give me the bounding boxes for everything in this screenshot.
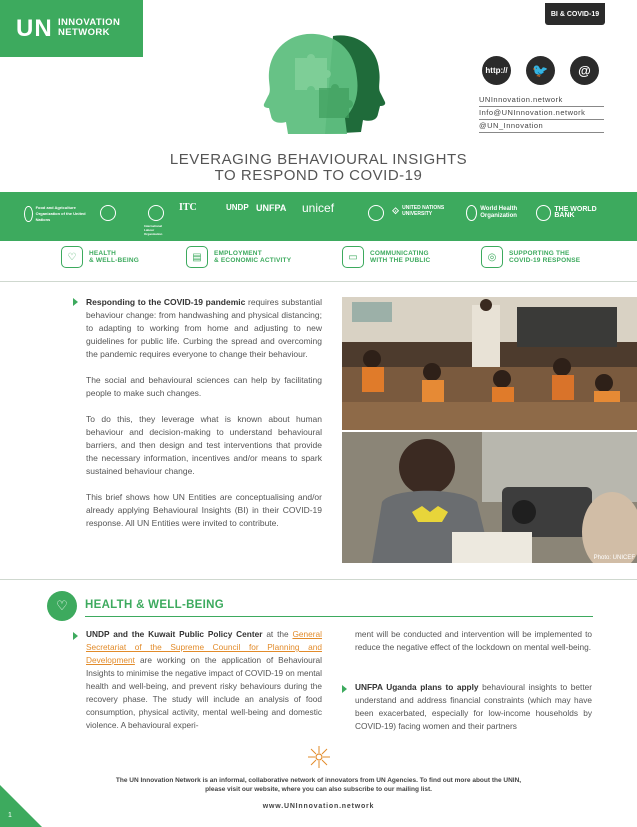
footer-text: The UN Innovation Network is an informal, collaborative network of innovators from UN Agencies. To find out more about the UNIN, please visit our website, where you can also subscribe to our mailing list.: [115, 777, 522, 793]
bullet-arrow-icon: [73, 298, 78, 306]
world-bank-icon: [536, 205, 551, 221]
child-writing-photo: [342, 432, 637, 563]
partner-who: World Health Organization: [466, 205, 530, 221]
page-number: 1: [8, 812, 12, 819]
heart-pulse-icon: ♡: [47, 591, 77, 621]
puzzle-heads-illustration: [255, 28, 395, 138]
un-innovation-logo[interactable]: [0, 0, 143, 57]
logo-un-text: UN: [16, 15, 53, 42]
speech-bubble-icon: ▭: [342, 246, 364, 268]
divider: [0, 579, 637, 580]
theme-communicating[interactable]: ▭ COMMUNICATING WITH THE PUBLIC: [342, 246, 430, 268]
partner-undp: UNDP: [226, 203, 249, 212]
web-icon[interactable]: http://: [482, 56, 511, 85]
column-right-text: ment will be conducted and intervention will be implemented to reduce the negative effect of the lockdown on mental well-being.: [355, 629, 592, 652]
twitter-icon[interactable]: 🐦: [526, 56, 555, 85]
photo-credit: Photo: UNICEF: [593, 555, 635, 561]
chart-icon: ▤: [186, 246, 208, 268]
partner-fao: Food and Agriculture Organization of the United Nations: [24, 205, 86, 223]
theme-health[interactable]: ♡ HEALTH & WELL-BEING: [61, 246, 139, 268]
classroom-photo: [342, 297, 637, 430]
general-secretariat-link[interactable]: General Secretariat of the Supreme Council for Planning and Development: [86, 629, 322, 665]
un-emblem-icon: [368, 205, 384, 221]
partner-unicef: unicef: [302, 201, 335, 215]
partner-unfpa: UNFPA: [256, 203, 287, 213]
partner-world-bank: THE WORLD BANK: [536, 205, 616, 221]
contact-email[interactable]: Info@UNInnovation.network: [479, 107, 604, 120]
partner-itc: ITC: [179, 202, 197, 213]
network-icon: [307, 745, 331, 769]
topic-badge: BI & COVID-19: [545, 3, 605, 25]
unu-logo-icon: ⟐: [392, 206, 400, 216]
email-icon[interactable]: @: [570, 56, 599, 85]
column-left-text: UNDP and the Kuwait Public Policy Center at the General Secretariat of the Supreme Council for Planning and Development are working on the application of Behavioural Insights to minimise the negative impact of COVID-19 on mental health and well-being, and prevent risky behaviours during the recovery phase. The study will include an analysis of food consumption, physical activity, mental well-being and domestic violence. A behavioural experi-: [86, 629, 322, 730]
divider: [0, 281, 637, 282]
section-rule: [85, 616, 593, 617]
footer-website-link[interactable]: www.UNInnovation.network: [262, 803, 375, 810]
who-emblem-icon: [466, 205, 477, 221]
fao-emblem-icon: [24, 206, 33, 222]
icao-emblem-icon: [100, 205, 116, 221]
theme-employment[interactable]: ▤ EMPLOYMENT & ECONOMIC ACTIVITY: [186, 246, 291, 268]
themes-row: [0, 244, 637, 274]
intro-text: Responding to the COVID-19 pandemic requires substantial behaviour change: from handwashing and physical distancing; to adapting to working from home and adjusting to new guidelines for public life. Curbing the spread and overcoming the pandemic requires everyone to change their behaviour. The social and behavioural sciences can help by facilitating people to make such changes. To do this, they leverage what is known about human behaviour and decision-making to understand behavioural barriers, and then design and test interventions that provide the necessary information, incentives and/or means to spark sustained behaviour change. This brief shows how UN Entities are conceptualising and/or already applying Behavioural Insights (BI) in their COVID-19 response. All UN Entities were invited to contribute.: [86, 297, 322, 528]
section-title: HEALTH & WELL-BEING: [85, 599, 224, 611]
bullet-arrow-icon: [342, 685, 347, 693]
lifebuoy-icon: ◎: [481, 246, 503, 268]
partner-ilo: International Labour Organization: [144, 205, 168, 236]
partners-bar: [0, 192, 637, 241]
theme-supporting[interactable]: ◎ SUPPORTING THE COVID-19 RESPONSE: [481, 246, 580, 268]
heart-pulse-icon: ♡: [61, 246, 83, 268]
ilo-emblem-icon: [148, 205, 164, 221]
column-right-text-2: UNFPA Uganda plans to apply behavioural insights to better understand and address financial constraints (which may have been exacerbated, especially for low-income households by COVID-19) facing women and their partners: [355, 682, 592, 731]
partner-icao: [100, 205, 116, 221]
logo-network-text: INNOVATION NETWORK: [58, 17, 121, 38]
page-title: LEVERAGING BEHAVIOURAL INSIGHTS TO RESPOND TO COVID-19: [169, 151, 468, 184]
partner-unu: ⟐ UNITED NATIONS UNIVERSITY: [392, 205, 445, 217]
contact-list: [479, 94, 604, 133]
partner-un-emblem: [368, 205, 384, 221]
contact-website[interactable]: UNInnovation.network: [479, 94, 604, 107]
page-corner: [0, 785, 42, 827]
contact-twitter[interactable]: @UN_Innovation: [479, 120, 604, 133]
bullet-arrow-icon: [73, 632, 78, 640]
